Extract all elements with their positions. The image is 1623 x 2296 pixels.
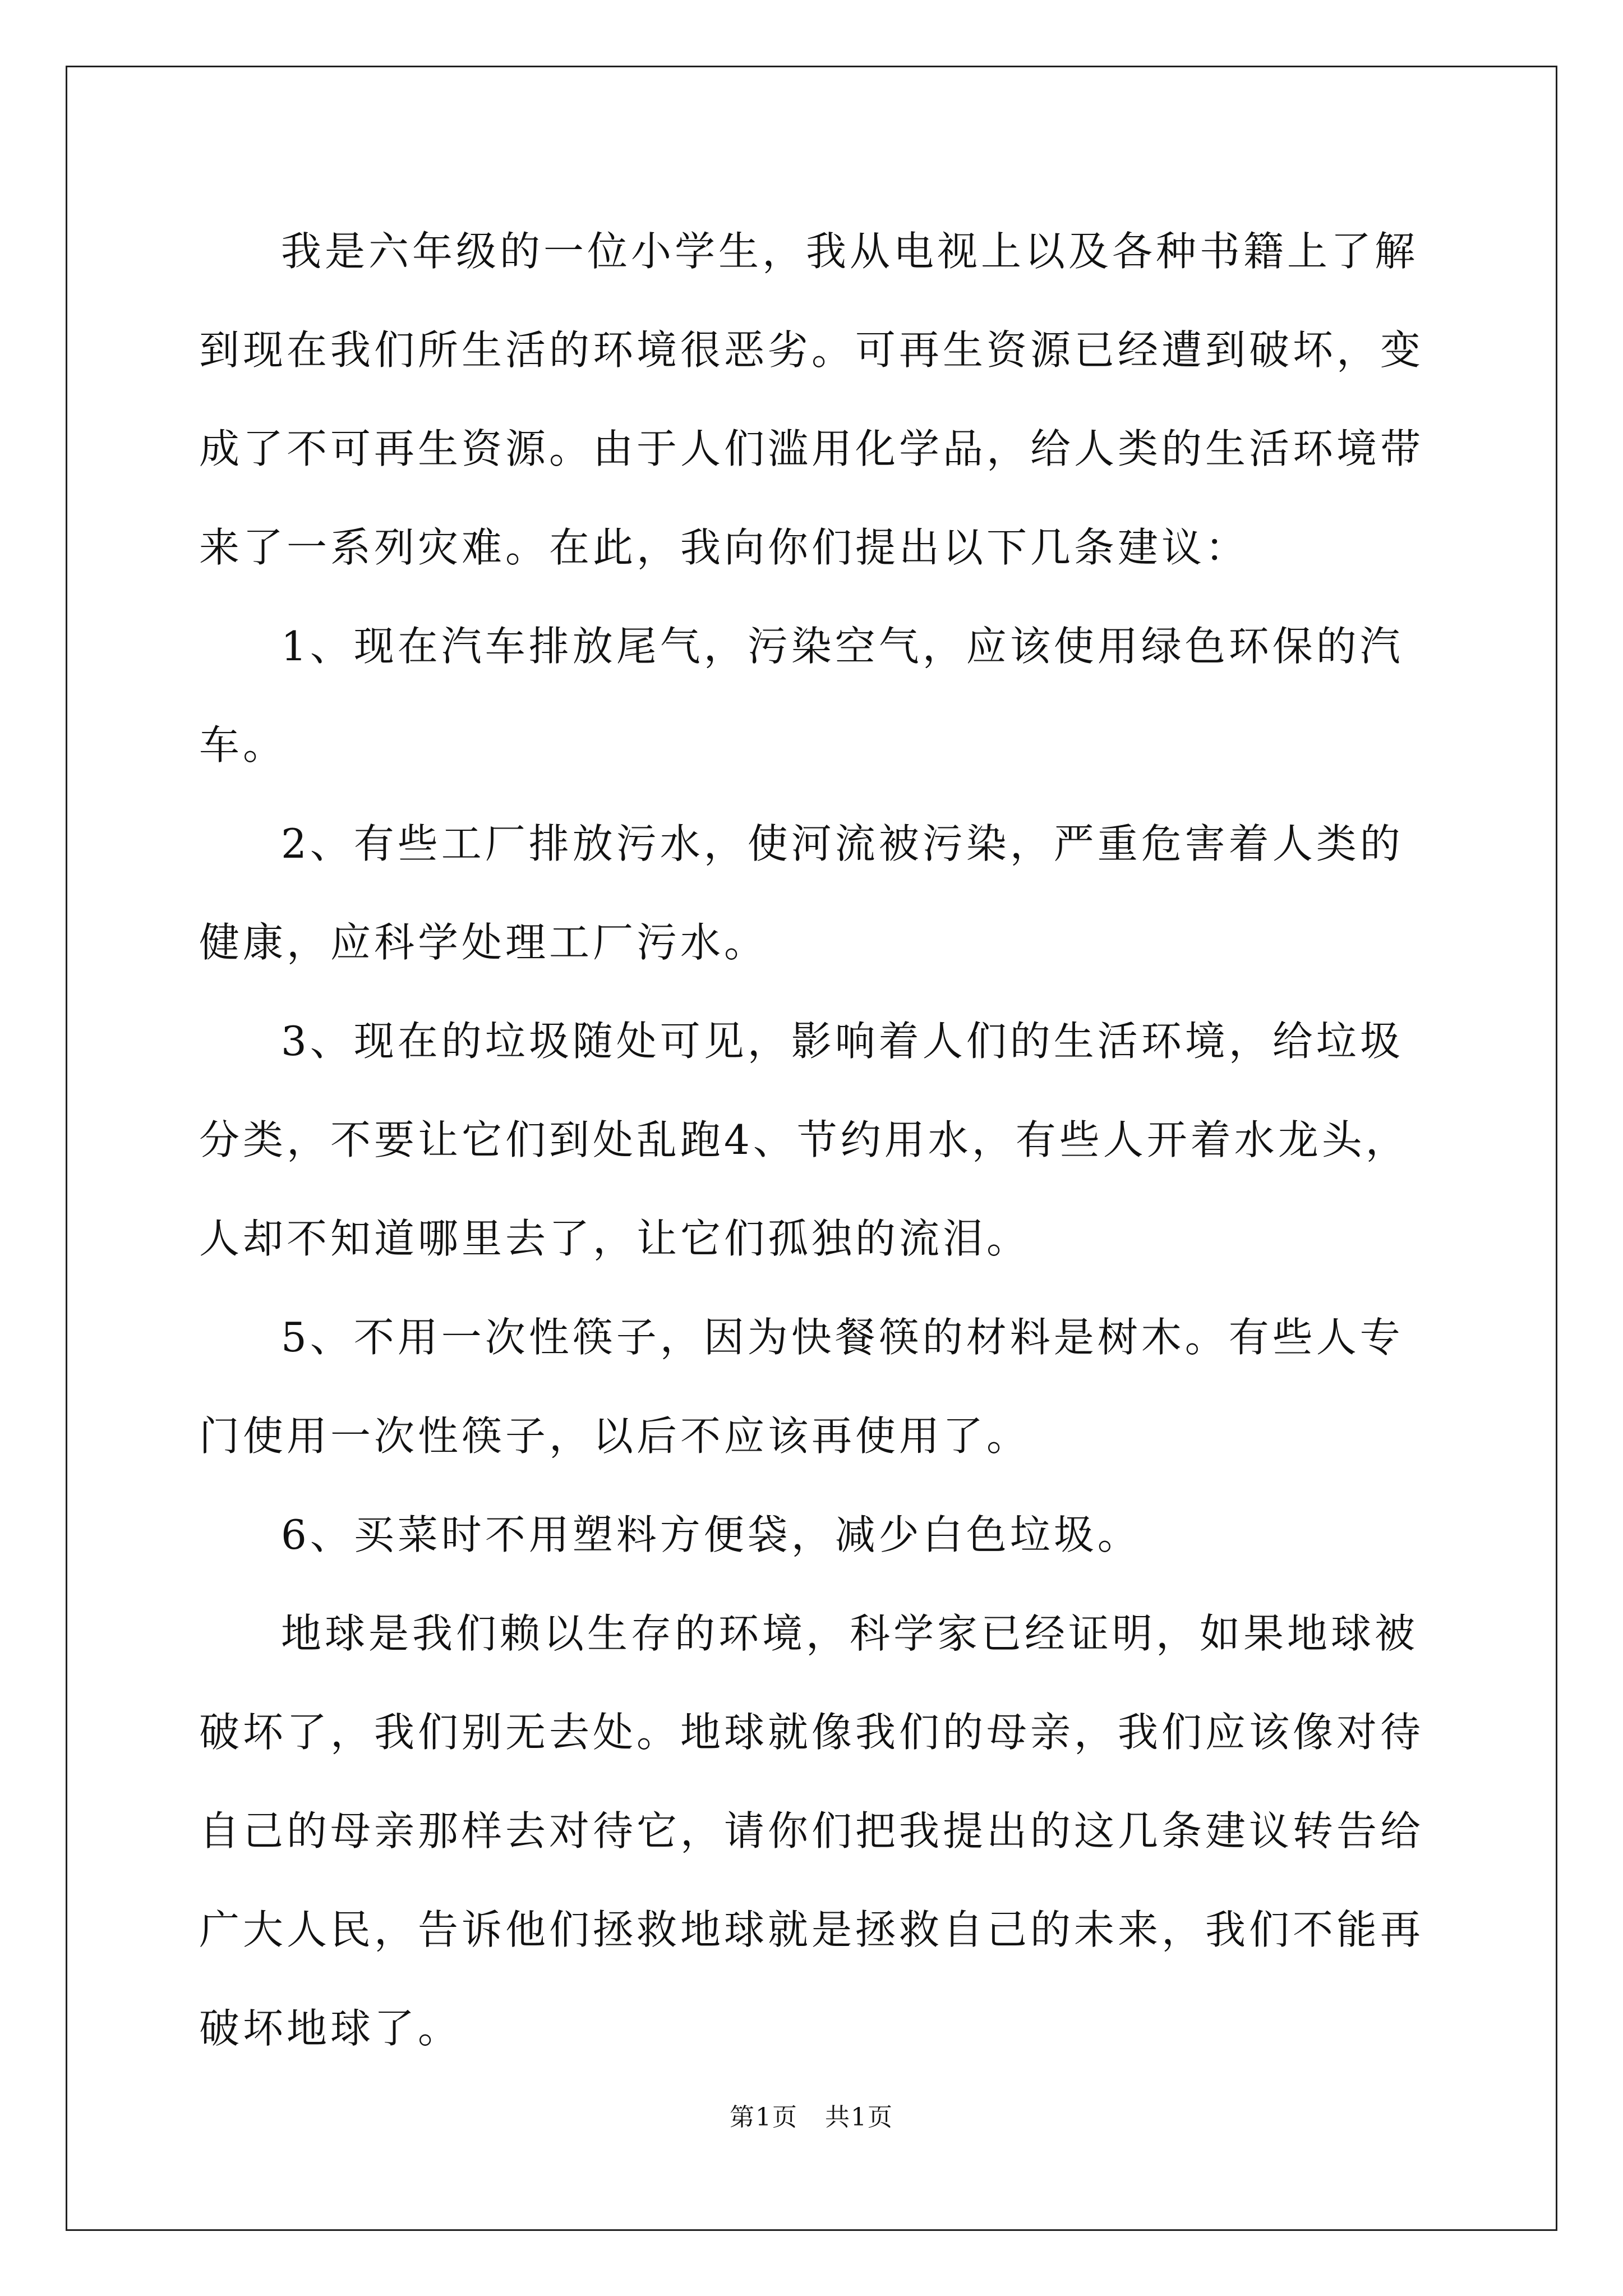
paragraph-suggestion-5: 5、不用一次性筷子，因为快餐筷的材料是树木。有些人专门使用一次性筷子，以后不应该再使用了。 (199, 1314, 1404, 1460)
paragraph-conclusion: 地球是我们赖以生存的环境，科学家已经证明，如果地球被破坏了，我们别无去处。地球就像我们的母亲，我们应该像对待自己的母亲那样去对待它，请你们把我提出的这几条建议转告给广大人民，告诉他们拯救地球就是拯救自己的未来，我们不能再破坏地球了。 (199, 1610, 1424, 2052)
document-body (199, 202, 1433, 2078)
page-footer (0, 2101, 1623, 2134)
paragraph-intro: 我是六年级的一位小学生，我从电视上以及各种书籍上了解到现在我们所生活的环境很恶劣。可再生资源已经遭到破坏，变成了不可再生资源。由于人们滥用化学品，给人类的生活环境带来了一系列灾难。在此，我向你们提出以下几条建议： (199, 228, 1424, 571)
page-number-current: 第1页 (730, 2103, 798, 2132)
paragraph-suggestion-3-4: 3、现在的垃圾随处可见，影响着人们的生活环境，给垃圾分类，不要让它们到处乱跑4、节约用水，有些人开着水龙头，人却不知道哪里去了，让它们孤独的流泪。 (199, 1018, 1409, 1262)
paragraph-suggestion-2: 2、有些工厂排放污水，使河流被污染，严重危害着人类的健康，应科学处理工厂污水。 (199, 820, 1404, 966)
page-number-total: 共1页 (825, 2103, 893, 2132)
paragraph-suggestion-6: 6、买菜时不用塑料方便袋，减少白色垃圾。 (281, 1511, 1141, 1558)
paragraph-suggestion-1: 1、现在汽车排放尾气，污染空气，应该使用绿色环保的汽车。 (199, 623, 1404, 769)
